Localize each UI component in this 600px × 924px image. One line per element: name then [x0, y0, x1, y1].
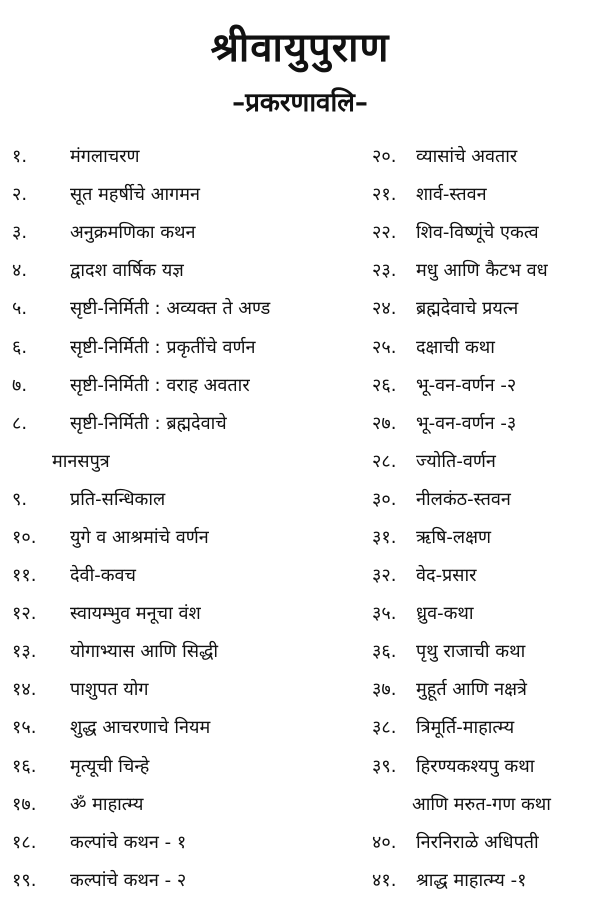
item-title: योगाभ्यास आणि सिद्धी	[70, 641, 219, 663]
item-title: ज्योति-वर्णन	[416, 450, 496, 472]
contents-item	[372, 594, 594, 632]
item-number: ५.	[12, 298, 28, 320]
item-title: देवी-कवच	[70, 565, 136, 587]
item-title: श्राद्ध माहात्म्य -१	[416, 869, 527, 891]
item-number: ३६.	[372, 641, 397, 663]
item-title: प्रति-सन्धिकाल	[70, 488, 166, 510]
item-title: सृष्टी-निर्मिती : प्रकृतींचे वर्णन	[70, 336, 256, 358]
contents-item-continuation	[12, 442, 362, 480]
contents-item	[12, 670, 362, 708]
contents-item	[372, 708, 594, 746]
item-number: ३८.	[372, 717, 397, 739]
contents-item	[12, 480, 362, 518]
item-title: मुहूर्त आणि नक्षत्रे	[416, 679, 527, 701]
item-number: १९.	[12, 869, 37, 891]
contents-item	[372, 861, 594, 899]
contents-item	[12, 404, 362, 442]
item-title: नीलकंठ-स्तवन	[416, 488, 511, 510]
contents-item	[12, 137, 362, 175]
item-title: स्वायम्भुव मनूचा वंश	[70, 603, 201, 625]
contents-item	[12, 594, 362, 632]
item-number: ११.	[12, 565, 37, 587]
contents-item	[12, 518, 362, 556]
item-title: मृत्यूची चिन्हे	[70, 755, 150, 777]
item-number: २६.	[372, 374, 397, 396]
item-title: शिव-विष्णूंचे एकत्व	[416, 222, 539, 244]
contents-item	[372, 480, 594, 518]
contents-item	[12, 708, 362, 746]
contents-item	[372, 670, 594, 708]
contents-item	[372, 175, 594, 213]
item-title: शार्व-स्तवन	[416, 184, 487, 206]
item-number: २३.	[372, 260, 397, 282]
item-number: ३७.	[372, 679, 397, 701]
contents-item	[372, 213, 594, 251]
contents-left-column	[12, 137, 362, 899]
contents-item	[12, 747, 362, 785]
page-subtitle: –प्रकरणावलि–	[232, 88, 368, 118]
contents-item	[372, 556, 594, 594]
contents-item	[372, 518, 594, 556]
item-title: त्रिमूर्ति-माहात्म्य	[416, 717, 515, 739]
item-title: युगे व आश्रमांचे वर्णन	[70, 526, 209, 548]
contents-item	[372, 366, 594, 404]
item-number: २.	[12, 184, 28, 206]
item-title: व्यासांचे अवतार	[416, 146, 518, 168]
item-number: २५.	[372, 336, 397, 358]
contents-right-column	[372, 137, 594, 899]
item-title: सृष्टी-निर्मिती : वराह अवतार	[70, 374, 250, 396]
item-number: १२.	[12, 603, 37, 625]
item-number: ४१.	[372, 869, 397, 891]
item-number: ४.	[12, 260, 28, 282]
item-number: ३०.	[372, 488, 397, 510]
item-title: दक्षाची कथा	[416, 336, 495, 358]
item-title: सृष्टी-निर्मिती : अव्यक्त ते अण्ड	[70, 298, 271, 320]
item-title: पाशुपत योग	[70, 679, 149, 701]
item-title: ध्रुव-कथा	[416, 603, 474, 625]
item-title: निरनिराळे अधिपती	[416, 831, 539, 853]
item-number: ३९.	[372, 755, 397, 777]
item-title: ॐ माहात्म्य	[70, 793, 144, 815]
item-title: अनुक्रमणिका कथन	[70, 222, 196, 244]
contents-item	[12, 632, 362, 670]
page-title: श्रीवायुपुराण	[210, 25, 390, 71]
item-number: ३५.	[372, 603, 397, 625]
contents-item	[12, 251, 362, 289]
item-number: ६.	[12, 336, 28, 358]
contents-item	[372, 327, 594, 365]
item-number: ८.	[12, 412, 28, 434]
contents-item	[12, 213, 362, 251]
item-title: भू-वन-वर्णन -२	[416, 374, 517, 396]
contents-item	[372, 632, 594, 670]
item-number: १८.	[12, 831, 37, 853]
item-title: सूत महर्षीचे आगमन	[70, 184, 200, 206]
contents-item	[12, 823, 362, 861]
item-title: कल्पांचे कथन - २	[70, 869, 187, 891]
item-title: पृथु राजाची कथा	[416, 641, 526, 663]
item-title: वेद-प्रसार	[416, 565, 477, 587]
item-title: कल्पांचे कथन - १	[70, 831, 187, 853]
contents-item	[372, 404, 594, 442]
item-number: ७.	[12, 374, 28, 396]
contents-item	[372, 289, 594, 327]
item-number: १.	[12, 146, 28, 168]
contents-item	[372, 251, 594, 289]
item-title: भू-वन-वर्णन -३	[416, 412, 517, 434]
item-title: मंगलाचरण	[70, 146, 140, 168]
item-number: १५.	[12, 717, 37, 739]
item-number: २४.	[372, 298, 397, 320]
item-number: १७.	[12, 793, 37, 815]
contents-item	[12, 175, 362, 213]
item-number: २०.	[372, 146, 397, 168]
contents-item	[12, 327, 362, 365]
item-number: ३२.	[372, 565, 397, 587]
item-number: ९.	[12, 488, 28, 510]
item-title: ब्रह्मदेवाचे प्रयत्न	[416, 298, 519, 320]
item-title: मधु आणि कैटभ वध	[416, 260, 548, 282]
item-title: मानसपुत्र	[52, 450, 110, 472]
item-number: २२.	[372, 222, 397, 244]
item-number: २७.	[372, 412, 397, 434]
contents-item	[372, 442, 594, 480]
contents-item	[12, 556, 362, 594]
item-title: हिरण्यकश्यपु कथा	[416, 755, 535, 777]
item-number: १६.	[12, 755, 37, 777]
item-title: आणि मरुत-गण कथा	[412, 793, 551, 815]
item-number: २१.	[372, 184, 397, 206]
contents-item	[372, 747, 594, 785]
item-number: ४०.	[372, 831, 397, 853]
item-number: ३१.	[372, 526, 397, 548]
item-title: ऋषि-लक्षण	[416, 526, 492, 548]
item-number: २८.	[372, 450, 397, 472]
contents-item	[12, 289, 362, 327]
item-number: १४.	[12, 679, 37, 701]
contents-item	[12, 785, 362, 823]
contents-item	[372, 823, 594, 861]
contents-item	[12, 861, 362, 899]
contents-item-continuation	[372, 785, 594, 823]
item-number: ३.	[12, 222, 28, 244]
contents-item	[372, 137, 594, 175]
item-number: १०.	[12, 526, 37, 548]
item-title: शुद्ध आचरणाचे नियम	[70, 717, 211, 739]
item-number: १३.	[12, 641, 37, 663]
item-title: द्वादश वार्षिक यज्ञ	[70, 260, 184, 282]
item-title: सृष्टी-निर्मिती : ब्रह्मदेवाचे	[70, 412, 227, 434]
contents-item	[12, 366, 362, 404]
